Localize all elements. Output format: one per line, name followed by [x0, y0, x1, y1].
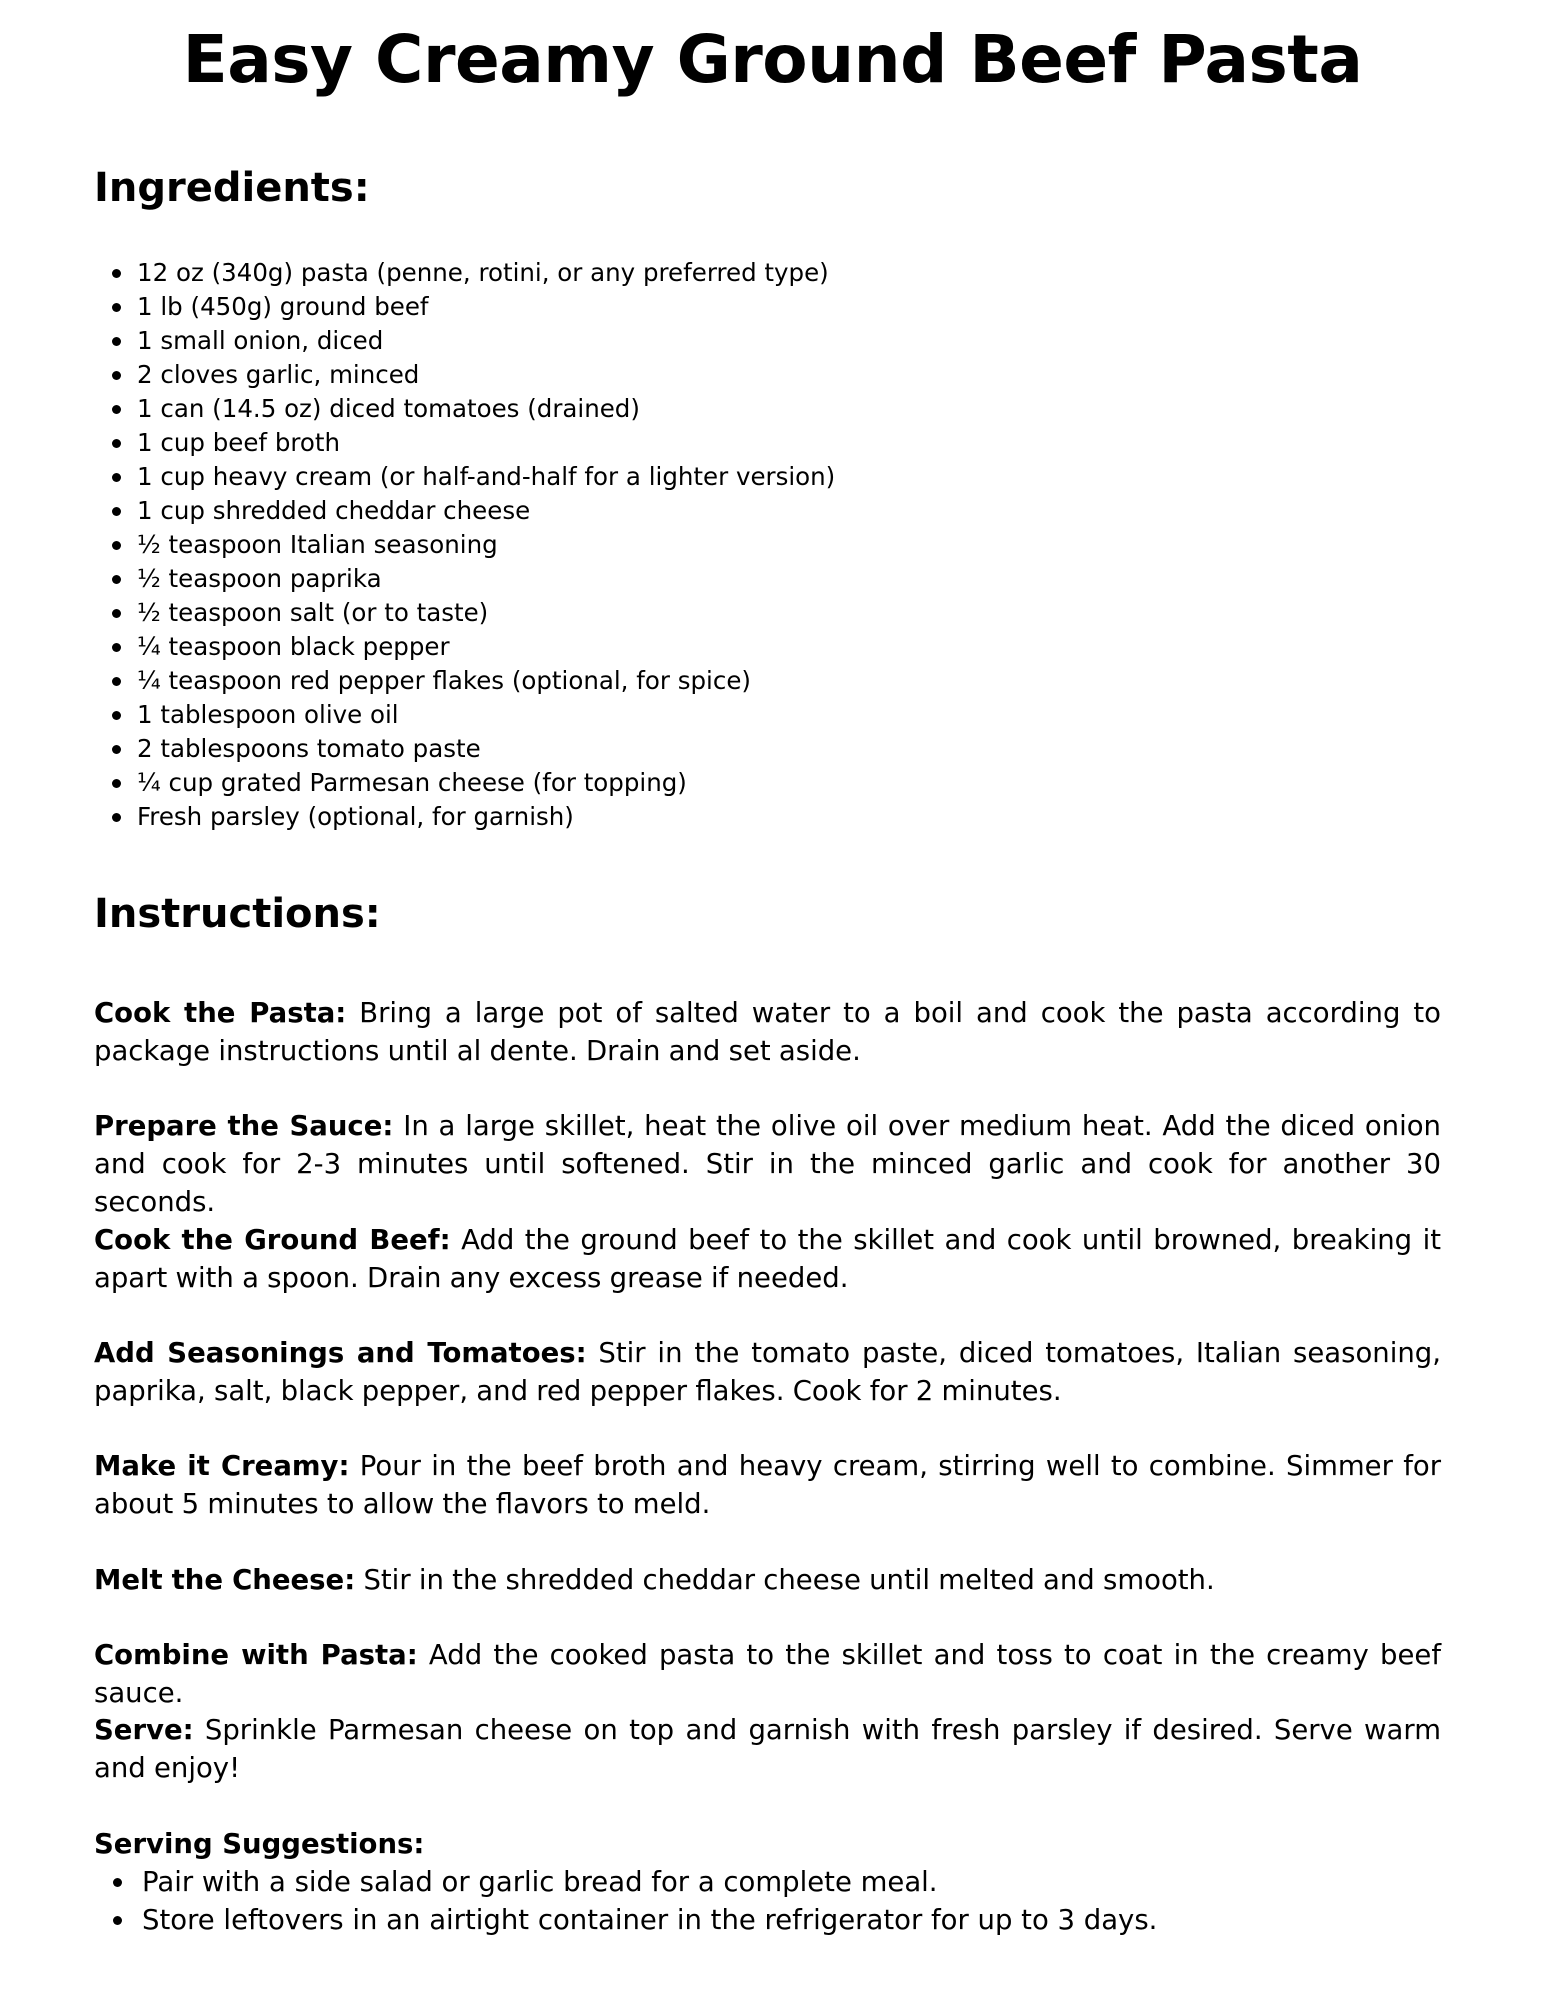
ingredient-item: 12 oz (340g) pasta (penne, rotini, or any preferred type) [137, 256, 835, 290]
suggestion-item: Pair with a side salad or garlic bread for a complete meal. [142, 1863, 1157, 1901]
ingredients-list [137, 256, 835, 834]
step-lead: Combine with Pasta: [94, 1639, 418, 1671]
ingredient-item: ½ teaspoon paprika [137, 562, 835, 596]
ingredient-item: Fresh parsley (optional, for garnish) [137, 800, 835, 834]
step-lead: Prepare the Sauce: [94, 1110, 394, 1142]
instruction-step-serve [94, 1711, 1441, 1787]
suggestion-item: Store leftovers in an airtight container in the refrigerator for up to 3 days. [142, 1901, 1157, 1939]
instructions-heading: Instructions: [94, 891, 381, 937]
ingredient-item: ¼ teaspoon black pepper [137, 630, 835, 664]
serving-suggestions-list [142, 1863, 1157, 1939]
step-text: Sprinkle Parmesan cheese on top and garnish with fresh parsley if desired. Serve warm and enjoy! [94, 1714, 1441, 1784]
ingredient-item: 2 cloves garlic, minced [137, 358, 835, 392]
instruction-step-add-seasonings [94, 1334, 1441, 1410]
page-title: Easy Creamy Ground Beef Pasta [182, 21, 1363, 98]
step-lead: Add Seasonings and Tomatoes: [94, 1337, 587, 1369]
ingredient-item: ¼ cup grated Parmesan cheese (for topping) [137, 766, 835, 800]
ingredient-item: 1 tablespoon olive oil [137, 698, 835, 732]
ingredient-item: ½ teaspoon salt (or to taste) [137, 596, 835, 630]
step-text: Bring a large pot of salted water to a boil and cook the pasta according to package instructions until al dente. Drain and set aside. [94, 997, 1441, 1067]
instruction-step-make-creamy [94, 1447, 1441, 1523]
ingredient-item: 1 cup shredded cheddar cheese [137, 494, 835, 528]
ingredient-item: ¼ teaspoon red pepper flakes (optional, for spice) [137, 664, 835, 698]
instruction-step-prepare-sauce [94, 1107, 1441, 1221]
step-lead: Cook the Ground Beef: [94, 1224, 451, 1256]
instruction-step-combine [94, 1636, 1441, 1712]
serving-suggestions-heading: Serving Suggestions: [94, 1828, 425, 1860]
ingredient-item: 1 small onion, diced [137, 324, 835, 358]
ingredient-item: 1 can (14.5 oz) diced tomatoes (drained) [137, 392, 835, 426]
instruction-step-cook-pasta [94, 994, 1441, 1070]
step-text: Stir in the shredded cheddar cheese until melted and smooth. [355, 1564, 1215, 1596]
step-text: Stir in the tomato paste, diced tomatoes, Italian seasoning, paprika, salt, black pepper, and red pepper flakes. Cook for 2 minutes. [94, 1337, 1441, 1407]
step-lead: Melt the Cheese: [94, 1564, 356, 1596]
step-text: In a large skillet, heat the olive oil over medium heat. Add the diced onion and cook for 2-3 minutes until softened. Stir in the minced garlic and cook for another 30 seconds. [94, 1110, 1441, 1218]
step-text: Pour in the beef broth and heavy cream, stirring well to combine. Simmer for about 5 minutes to allow the flavors to meld. [94, 1450, 1442, 1520]
step-lead: Make it Creamy: [94, 1450, 350, 1482]
ingredient-item: 2 tablespoons tomato paste [137, 732, 835, 766]
step-text: Add the ground beef to the skillet and cook until browned, breaking it apart with a spoon. Drain any excess grease if needed. [94, 1224, 1442, 1294]
instruction-step-melt-cheese [94, 1561, 1441, 1599]
step-lead: Cook the Pasta: [94, 997, 347, 1029]
ingredient-item: 1 cup beef broth [137, 426, 835, 460]
ingredient-item: 1 cup heavy cream (or half-and-half for a lighter version) [137, 460, 835, 494]
ingredient-item: ½ teaspoon Italian seasoning [137, 528, 835, 562]
ingredients-heading: Ingredients: [94, 165, 370, 211]
instruction-step-cook-beef [94, 1221, 1441, 1297]
ingredient-item: 1 lb (450g) ground beef [137, 290, 835, 324]
step-text: Add the cooked pasta to the skillet and toss to coat in the creamy beef sauce. [94, 1639, 1441, 1709]
step-lead: Serve: [94, 1714, 194, 1746]
